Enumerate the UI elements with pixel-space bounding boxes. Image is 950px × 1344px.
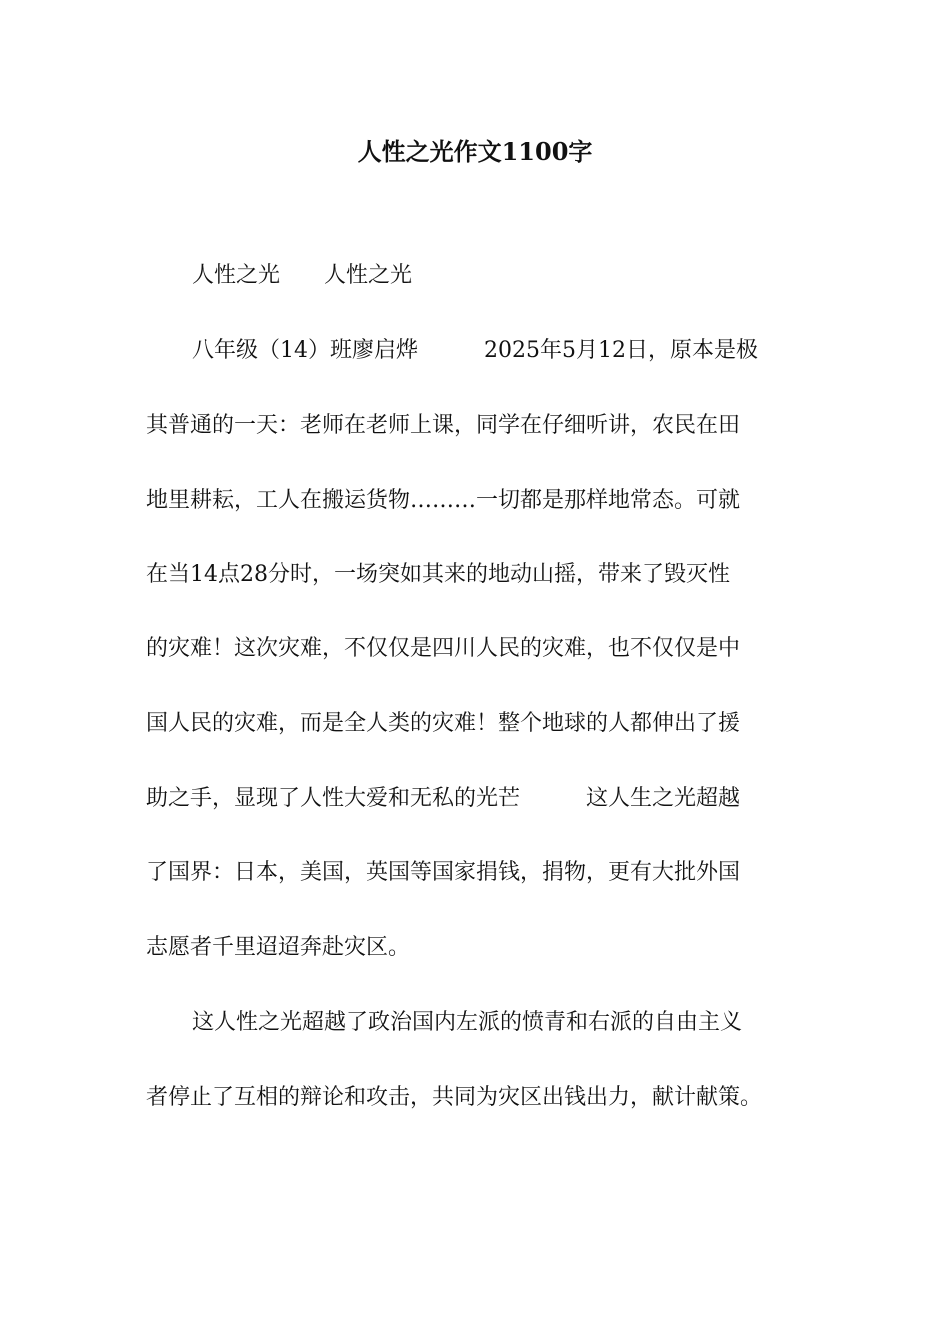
paragraph-line: 地里耕耘，工人在搬运货物………一切都是那样地常态。可就 [146,488,741,513]
paragraph-line: 其普通的一天：老师在老师上课，同学在仔细听讲，农民在田 [146,413,741,438]
document-title: 人性之光作文1100字 [357,137,593,166]
paragraph-line: 八年级（14）班廖启烨 2025年5月12日，原本是极 [192,338,758,363]
paragraph-line: 者停止了互相的辩论和攻击，共同为灾区出钱出力，献计献策。 [146,1085,763,1110]
paragraph-line: 在当14点28分时，一场突如其来的地动山摇，带来了毁灭性 [146,562,730,587]
paragraph-line: 的灾难！这次灾难，不仅仅是四川人民的灾难，也不仅仅是中 [146,636,741,661]
paragraph-line: 了国界：日本，美国，英国等国家捐钱，捐物，更有大批外国 [146,860,741,885]
paragraph-line: 志愿者千里迢迢奔赴灾区。 [146,935,411,960]
paragraph-line: 助之手，显现了人性大爱和无私的光芒 这人生之光超越 [146,786,741,811]
paragraph-heading-line: 人性之光 人性之光 [192,263,413,288]
paragraph-line: 这人性之光超越了政治国内左派的愤青和右派的自由主义 [192,1010,743,1035]
paragraph-line: 国人民的灾难，而是全人类的灾难！整个地球的人都伸出了援 [146,711,741,736]
